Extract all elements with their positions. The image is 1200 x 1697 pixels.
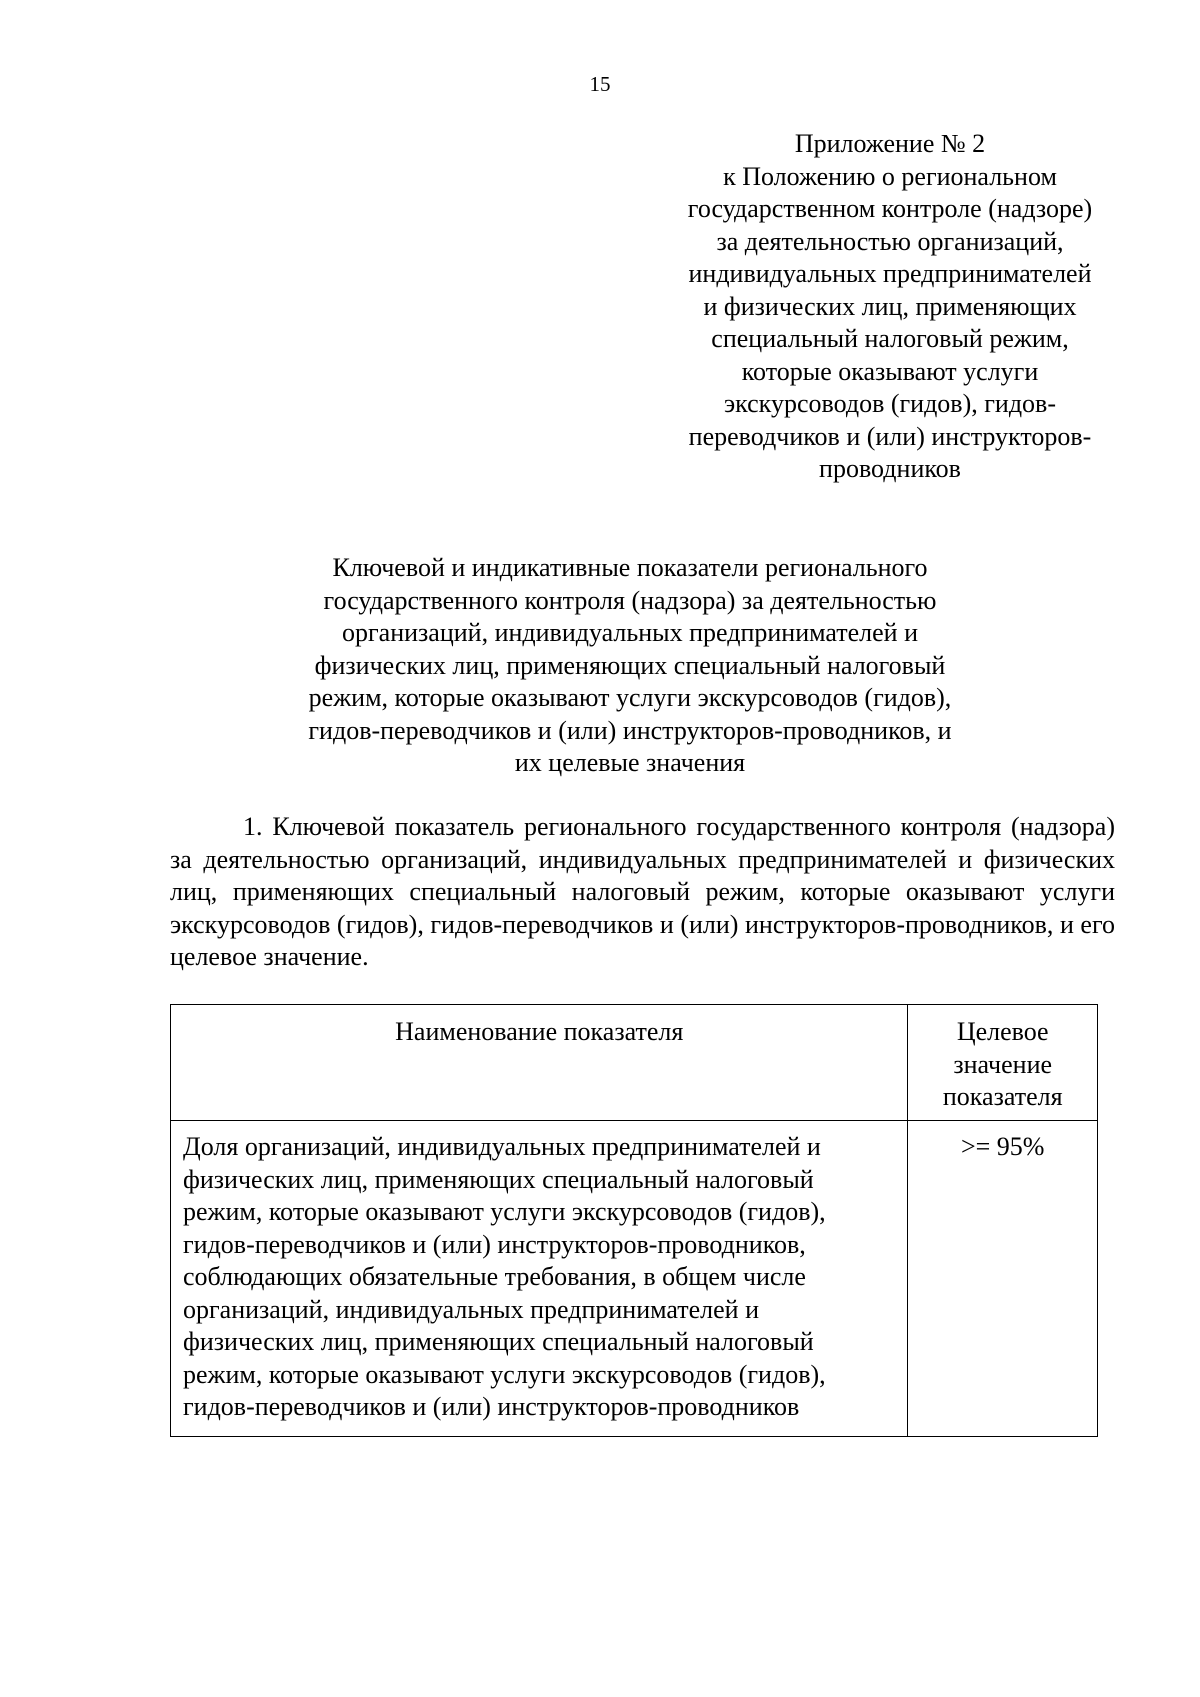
indicator-name-line: физических лиц, применяющих специальный налоговый [183,1327,814,1356]
appendix-line: Приложение № 2 [794,129,986,158]
appendix-line: за деятельностью организаций, [716,226,1064,256]
appendix-line: экскурсоводов (гидов), гидов- [724,389,1056,418]
target-value-cell: >= 95% [908,1121,1098,1437]
indicator-name-line: режим, которые оказывают услуги экскурсоводов (гидов), [183,1359,826,1389]
indicator-name-line: гидов-переводчиков и (или) инструкторов-проводников [183,1392,800,1421]
header-target-value-line: значение [953,1049,1053,1079]
indicator-name-line: физических лиц, применяющих специальный налоговый [183,1164,814,1194]
document-title [170,552,1090,780]
appendix-header [640,128,1140,486]
title-line: государственного контроля (надзора) за деятельностью [323,585,937,615]
indicator-name-line: организаций, индивидуальных предпринимателей и [183,1294,759,1324]
appendix-line: к Положению о региональном [723,161,1057,191]
appendix-line: государственном контроле (надзоре) [687,194,1093,223]
title-line: их целевые значения [514,748,746,777]
title-line: гидов-переводчиков и (или) инструкторов-проводников, и [308,715,952,745]
indicator-name-line: соблюдающих обязательные требования, в общем числе [183,1262,806,1291]
indicator-name-cell [171,1121,908,1437]
header-target-value-line: Целевое [956,1017,1049,1046]
header-indicator-name: Наименование показателя [171,1005,908,1121]
appendix-line: переводчиков и (или) инструкторов- [688,421,1092,451]
title-line: физических лиц, применяющих специальный налоговый [314,650,946,680]
table-row [171,1121,1098,1437]
appendix-line: которые оказывают услуги [741,356,1039,386]
indicator-name-line: Доля организаций, индивидуальных предпринимателей и [183,1132,821,1161]
section-1-paragraph: 1. Ключевой показатель регионального государственного контроля (надзора) за деятельностью организаций, индивидуальных предпринимателей и физических лиц, применяющих специальный налоговый режим, которые оказывают услуги экскурсоводов (гидов), гидов-переводчиков и (или) инструкторов-проводников, и его целевое значение. [170,812,1115,971]
header-target-value [908,1005,1098,1121]
appendix-line: индивидуальных предпринимателей [688,259,1092,288]
page-number: 15 [589,72,611,96]
indicator-name-line: режим, которые оказывают услуги экскурсоводов (гидов), [183,1197,826,1226]
table-header-row [171,1005,1098,1121]
appendix-line: специальный налоговый режим, [711,324,1069,353]
appendix-line: проводников [819,454,961,483]
title-line: организаций, индивидуальных предпринимателей и [342,618,918,647]
title-line: Ключевой и индикативные показатели регионального [332,553,928,582]
indicator-name-line: гидов-переводчиков и (или) инструкторов-проводников, [183,1229,806,1259]
indicator-table [170,1004,1098,1437]
appendix-line: и физических лиц, применяющих [703,291,1077,321]
header-target-value-line: показателя [942,1082,1063,1111]
title-line: режим, которые оказывают услуги экскурсоводов (гидов), [308,683,952,712]
